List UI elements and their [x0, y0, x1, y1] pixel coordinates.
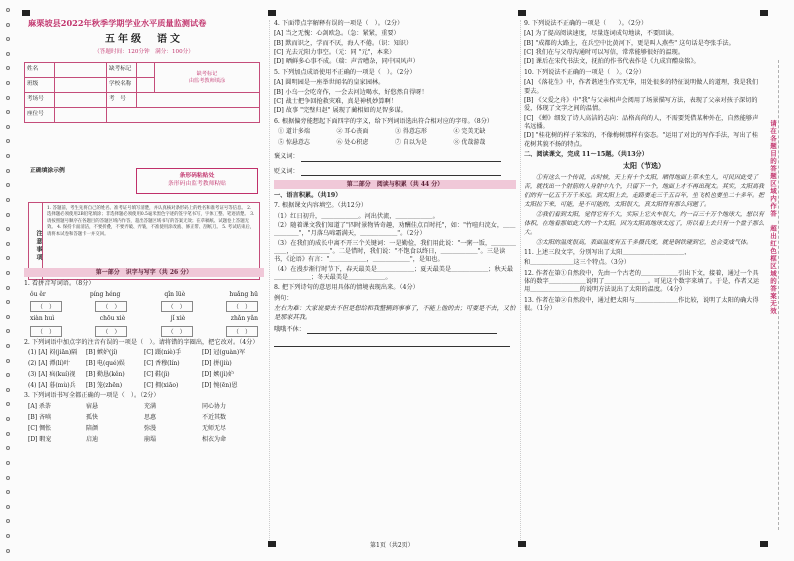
pinyin-row-1: [30, 291, 258, 299]
q7-stem: 7. 根据课文内容填空。（共12分）: [274, 202, 368, 210]
word: 同心协力: [202, 402, 227, 410]
section1-title: 一、语言积累。（共19）: [274, 191, 342, 199]
q8-example-label: 例句：: [274, 294, 293, 302]
hole: [6, 549, 10, 553]
option[interactable]: [A] 当之无愧：心剑欧急。（急：紧紧，重要）: [274, 30, 400, 38]
alignment-mark: [268, 541, 276, 547]
column-divider: [520, 20, 521, 540]
hole: [6, 534, 10, 538]
q9-stem: 9. 下列说法不正确的一项是（ ）。（2分）: [524, 20, 648, 27]
q8-sample: 左右为难：大家说要去不但是想给和我整辆到事事了，不能上他的去；可要是不去，又怕是那家其我。: [274, 305, 516, 321]
option[interactable]: [B] 嫉妒(jí): [86, 348, 118, 356]
idiom: ① 道计多端: [278, 127, 310, 135]
school-label: 学校名称: [107, 78, 137, 93]
hole: [6, 110, 10, 114]
name-label: 姓名: [25, 63, 55, 78]
option[interactable]: (2) [A] 潭(lí)叶: [28, 360, 70, 367]
q7-line: （2）随着课文我们知道了"四时景物皆奇趣，劝酬佳点百时托"，如："竹喧归浣女，＿＿＿＿＿＿"，"月落乌啼霜满天，＿＿＿＿＿＿"。（2分）: [274, 221, 516, 238]
candidate-info-table: [24, 62, 260, 123]
word: 陪颜: [86, 424, 99, 432]
answer-box[interactable]: （ ）: [226, 326, 258, 337]
word: 崩塌: [144, 435, 157, 443]
idiom: ④ 完美无缺: [453, 127, 486, 135]
seat-no-field[interactable]: [55, 108, 107, 123]
hole: [6, 198, 10, 202]
option[interactable]: [A] 为了提高阅读速度，尽量连词成句地读，不要回读。: [524, 30, 678, 38]
hole: [6, 125, 10, 129]
hole: [6, 446, 10, 450]
column-1: [24, 18, 264, 443]
answer-box[interactable]: （ ）: [30, 301, 62, 312]
idiom: ③ 得意忘形: [395, 127, 427, 135]
option[interactable]: [D] "桂花树的样子笨笨的，不像梅树那样有姿态。"运用了对比的写作手法，写出了桂花树其貌不扬的特点。: [524, 132, 759, 148]
q7-line: （4）在漫步渐行时节下，春天最美是＿＿＿＿＿＿；夏天最美是＿＿＿＿＿＿；秋天最＿＿＿＿＿＿；冬天最美是＿＿＿＿＿＿。: [274, 265, 514, 282]
essay-paragraph: ③太阳的温度很高，表面温度有五千多摄氏度，就是钢铁碰到它，也会变成气体。: [536, 238, 753, 246]
hole: [6, 315, 10, 319]
word: 无师无尽: [202, 424, 227, 432]
seat-no-label: 座位号: [25, 108, 55, 123]
derog-row: [274, 168, 516, 176]
alignment-mark: [760, 541, 768, 547]
hole: [6, 476, 10, 480]
alignment-mark: [518, 541, 526, 547]
answer-box[interactable]: （ ）: [95, 326, 127, 337]
class-field[interactable]: [55, 78, 107, 93]
pinyin-row-2: [30, 315, 258, 323]
derog-answer-line[interactable]: [301, 175, 501, 176]
alignment-mark: [22, 10, 30, 16]
hole: [6, 461, 10, 465]
column-divider: [269, 20, 270, 540]
section2-title: 二、阅读课文，完成 11～15题。（共13分）: [524, 151, 648, 159]
exam-room-label: 考场号: [25, 93, 55, 108]
option[interactable]: [B] 勤恳(kěn): [86, 371, 125, 379]
q3-options: [28, 403, 260, 444]
praise-label: 褒义词：: [274, 153, 299, 161]
hole: [6, 66, 10, 70]
hole: [6, 432, 10, 436]
option[interactable]: [D] 晒鲜多心事不成。（瑞：声音嘈杂，同中国风声）: [274, 58, 419, 66]
idiom: ⑤ 惊悬意志: [278, 139, 310, 147]
pinyin: qǐn lüè: [164, 291, 186, 299]
option[interactable]: [D] 课后在宋代书法文，抚拍的作书代表作是《九成宫醴泉铭》。: [524, 58, 700, 66]
q3-stem: 3. 下列词语书写全都正确的一项是（ ）。（2分）: [24, 392, 160, 400]
exam-room-field[interactable]: [55, 93, 107, 108]
subject: 语文: [157, 34, 183, 46]
option[interactable]: [A] 杀荼: [28, 402, 51, 410]
answer-box[interactable]: （ ）: [226, 301, 258, 312]
option[interactable]: [C] 我们在与父母沟通时可以写信，常常能够很好的温现。: [524, 49, 685, 57]
answer-box[interactable]: （ ）: [95, 301, 127, 312]
idiom: ⑧ 优哉游哉: [453, 139, 486, 147]
praise-row: [274, 153, 516, 161]
praise-answer-line[interactable]: [301, 161, 501, 162]
q11-stem-cont: 和＿＿＿＿＿＿＿这三个特点。（3分）: [524, 259, 631, 267]
hole: [6, 81, 10, 85]
pinyin: huǎng hū: [229, 291, 258, 299]
option[interactable]: [C] 惆怅: [28, 424, 52, 432]
alignment-mark: [268, 10, 276, 16]
candidate-no-label: 考 号: [107, 93, 137, 108]
exam-title: 麻栗坡县2022年秋季学期学业水平质量监测试卷: [28, 18, 207, 28]
option[interactable]: [B] 电(qué)娱: [86, 360, 125, 367]
absent-mark-note: 缺考标记 由监考教师填涂: [155, 63, 260, 93]
option[interactable]: [D] 惋(ēn)恩: [202, 382, 238, 390]
hole: [6, 169, 10, 173]
word: 启迪: [86, 435, 99, 443]
option[interactable]: [C] 《蝉》细发了诗人高洁的志向：品格高尚的人，不需要凭借某种外在，自然能够声名远播。: [524, 114, 759, 130]
q7-line: （3）在我们的成长中离不开三个关键词：一是勤俭，我们用此说："一粥一饭，＿＿＿＿＿＿，＿＿＿＿＿＿"。二是惜时，我们说："不饱食以终日，＿＿＿＿＿＿"。三是读书，《论语》有言："＿＿＿＿＿＿，＿＿＿＿＿＿"，是知也。: [274, 239, 516, 264]
q7-line: （1）红日初升，＿＿＿＿＿＿。河出伏流，＿＿＿＿＿＿。: [274, 212, 439, 220]
idiom: ⑥ 处心积虑: [336, 139, 369, 147]
answer-box-row: [30, 301, 258, 312]
option[interactable]: (4) [A] 暮(mù)兵: [28, 382, 76, 390]
q8-task-label: 哦哦不休：: [274, 325, 305, 333]
option[interactable]: (3) [A] 疯(kuí)视: [28, 371, 76, 379]
answer-box-row: [30, 326, 258, 337]
hole: [6, 139, 10, 143]
hole: [6, 183, 10, 187]
q1-stem: 1. 看拼音写词语。（8分）: [24, 280, 95, 287]
barcode-line1: 条形码粘贴处: [179, 173, 215, 179]
barcode-area: [136, 168, 258, 194]
hole: [6, 344, 10, 348]
name-field[interactable]: [55, 63, 107, 78]
hole: [6, 329, 10, 333]
hole: [6, 300, 10, 304]
word: 思惠: [144, 413, 157, 421]
option[interactable]: [B] 吝嗔: [28, 413, 51, 421]
q8-task-row: [274, 326, 516, 334]
grade: 五年级: [105, 34, 144, 46]
hole: [6, 154, 10, 158]
option[interactable]: [D] 故事 "完璧归赵" 展现了蔺相如的足智多谋。: [274, 107, 407, 115]
idiom: ⑦ 自以为是: [395, 139, 427, 147]
side-warning: 请在各题目的答题区域内作答 超出红色框区域的答案无效: [769, 120, 777, 315]
essay-title: 太阳（节选）: [623, 161, 665, 171]
alignment-mark: [760, 10, 768, 16]
hole: [6, 286, 10, 290]
school-field[interactable]: [137, 78, 155, 93]
hole: [6, 96, 10, 100]
absent-mark-box[interactable]: [137, 63, 155, 78]
option[interactable]: [B] "成都的大路上，在兵空中比黄河下，更是叫人燕些" 这句话是夸张手法。: [524, 39, 735, 47]
q2-stem: 2. 下列词语中加点字的注音有误的一项是（ ）。请将错的字圈出，把它改对。（4分）: [24, 338, 259, 346]
q11-stem: 11. 上述三段文字，分别写出了太阳＿＿＿＿＿＿＿＿＿＿、: [524, 248, 691, 256]
q8-answer-line[interactable]: [307, 333, 497, 334]
alignment-mark: [518, 10, 526, 16]
q13-stem: 13. 作者在第②自然段中，通过把太阳与＿＿＿＿＿＿＿作比较，说明了太阳的确大得很。（1分）: [524, 296, 759, 312]
option[interactable]: [C] 光去元阳力事空。（元：同 "元"，本来）: [274, 49, 396, 57]
idiom: ② 耳心丧面: [336, 127, 369, 135]
hole: [6, 8, 10, 12]
part2-bar: 第二部分 阅读与积累（共 44 分）: [274, 180, 516, 189]
word: 弥漫: [144, 424, 157, 432]
option[interactable]: [C] 战士把争回抢救灾难，真是神机妙算啊！: [274, 97, 397, 105]
hole: [6, 242, 10, 246]
candidate-no-field[interactable]: [137, 93, 260, 108]
pinyin: jǐ xiè: [170, 315, 186, 323]
q6-stem: 6. 根据偏旁能想起下面四字的字义，给下列词语选出符合相对应的字母。（8分）: [274, 117, 494, 125]
side-strip: [778, 60, 784, 530]
pinyin: chōu xiè: [99, 315, 126, 323]
absent-mark-label: 缺考标记: [107, 63, 137, 78]
option[interactable]: [C] 蹑(niè)手: [144, 348, 182, 356]
word: 相衣为命: [202, 435, 227, 443]
option[interactable]: [B] 默而识之，学而不厌，海人不倦。（识：知识）: [274, 39, 413, 47]
word: 不近其数: [202, 413, 227, 421]
notice-label: 注意事项: [29, 203, 43, 279]
q10-stem: 10. 下列说法不正确的一项是（ ）。（2分）: [524, 68, 645, 76]
option[interactable]: [A] 圆明园是一座举世闻名的皇家园林。: [274, 79, 385, 87]
hole: [6, 256, 10, 260]
word: 充满: [144, 402, 157, 410]
answer-box[interactable]: （ ）: [30, 326, 62, 337]
hole: [6, 359, 10, 363]
hole: [6, 52, 10, 56]
part1-bar: 第一部分 识字与写字（共 26 分）: [24, 268, 264, 277]
option[interactable]: [C] 拥(xiāo): [144, 382, 179, 390]
hole: [6, 388, 10, 392]
word: 孤快: [86, 413, 99, 421]
q6-options: [278, 128, 512, 147]
pinyin: xiàn huì: [30, 315, 55, 323]
hole: [6, 505, 10, 509]
option[interactable]: [D] 嫉(jì)妒: [202, 371, 234, 379]
binding-holes: [6, 8, 12, 553]
page-number: 第1页（共2页）: [370, 542, 414, 549]
column-3: [524, 18, 764, 315]
option[interactable]: [D] 拼(jiù): [202, 360, 232, 367]
answer-box[interactable]: （ ）: [161, 301, 193, 312]
option[interactable]: [A] 《落花生》中，作者谐述生作实无华，用处很多的特征说明做人的道理，我是我们要去。: [524, 79, 759, 95]
q4-stem: 4. 下面带点字解释有误的一项是（ ）。（2分）: [274, 20, 404, 27]
q8-answer-line[interactable]: [274, 346, 510, 347]
essay-paragraph: ①有这么一个传说，古时候，天上有十个太阳，晒得地面上草木生人，可民因此受了苦，就找出一个射箭的人身射中九个，只留下一个，地面上才不再出现太。其实，太阳离我们的有一亿五千万千米远。到太阳上去，走路要走三千五百年，坐飞机也要坐二十多年。把太阳拉下来，可能，是不可能的，太阳很大，真太阳得有那么问题了。: [524, 173, 765, 208]
hole: [6, 37, 10, 41]
hole: [6, 227, 10, 231]
option[interactable]: (1) [A] 闷(jiān)隔: [28, 348, 78, 356]
q8-stem: 8. 把下列诗句的意思用具体的情境表现出来。（4分）: [274, 284, 419, 292]
pinyin: píng héng: [89, 291, 121, 299]
essay-paragraph: ②我们看到太阳，觉得它有不大，实际上它火车很大，约一百三十万个地球大，想以有体积，在地看那如此大的一个太阳。因为太阳离地球太远了，所以看上去只有一个盘子那么大。: [524, 210, 765, 236]
answer-box[interactable]: （ ）: [161, 326, 193, 337]
derog-label: 贬义词：: [274, 167, 299, 175]
pinyin: zhǎn yǎn: [230, 315, 258, 323]
hole: [6, 417, 10, 421]
hole: [6, 23, 10, 27]
hole: [6, 519, 10, 523]
hole: [6, 213, 10, 217]
option[interactable]: [B] 笼(zhēn): [86, 382, 123, 390]
pinyin: ǒu ěr: [30, 291, 46, 299]
q12-stem: 12. 作者在第①自然段中，先由一个古老的＿＿＿＿＿＿引出下文，接着，通过一个具体的数字＿＿＿＿＿＿说明了＿＿＿＿＿＿＿。可见这个数字来填了。于是，作者又运用＿＿＿＿＿＿＿＿的说明方法说出了太阳的温度。（4分）: [524, 269, 760, 294]
option[interactable]: [D] 冠(guàn)军: [202, 348, 246, 356]
correct-fill-example: 正确填涂示例: [30, 168, 65, 174]
q5-stem: 5. 下列加点成语使用不正确的一项是（ ）。（2分）: [274, 68, 416, 76]
option[interactable]: [C] 香穆(lín): [144, 360, 180, 367]
class-label: 班级: [25, 78, 55, 93]
blank-cell: [107, 108, 260, 123]
exam-info: （答题时间：120分钟 满分：100分）: [94, 48, 194, 55]
option[interactable]: [D] 暇宠: [28, 435, 52, 443]
hole: [6, 490, 10, 494]
q2-options: [28, 349, 260, 390]
option[interactable]: [B] 小乌一会吃奇作，一会去河边喝水，好悠然自得呀！: [274, 88, 428, 96]
q8-answer-row: [274, 338, 516, 346]
hole: [6, 373, 10, 377]
column-2: [274, 18, 516, 349]
grade-subject: [24, 33, 264, 47]
hole: [6, 402, 10, 406]
hole: [6, 271, 10, 275]
option[interactable]: [B] 《父爱之舟》中"我"与父亲相声会阅用了场景描写方法，表现了父亲对孩子深切的爱，体现了文字之间的温情。: [524, 96, 758, 113]
option[interactable]: [C] 鞋(jì): [144, 371, 170, 379]
word: 宿悬: [86, 402, 99, 410]
essay-body: [524, 173, 764, 247]
barcode-line2: 条形码由监考教师粘贴: [168, 180, 226, 187]
notice-text: 1. 答题前，考生先将自己的姓名、准考证号填写清楚，并认真核对条形码上的姓名和准考证号等信息。 2. 选择题必须使用2B铅笔填涂；非选择题必须使用0.5毫米黑色字迹的签字笔书写，字体工整、笔迹清楚。 3. 请按照题号顺序在各题目的答题区域内作答，超出答题区域书写的答案无效；在草稿纸、试题卷上答题无效。 4. 保持卡面清洁，不要折叠，不要弄破、弄皱，不准使用涂改液、修正带、刮纸刀。 5. 考试结束后，请将本试卷和答题卡一并交回。: [47, 206, 255, 237]
